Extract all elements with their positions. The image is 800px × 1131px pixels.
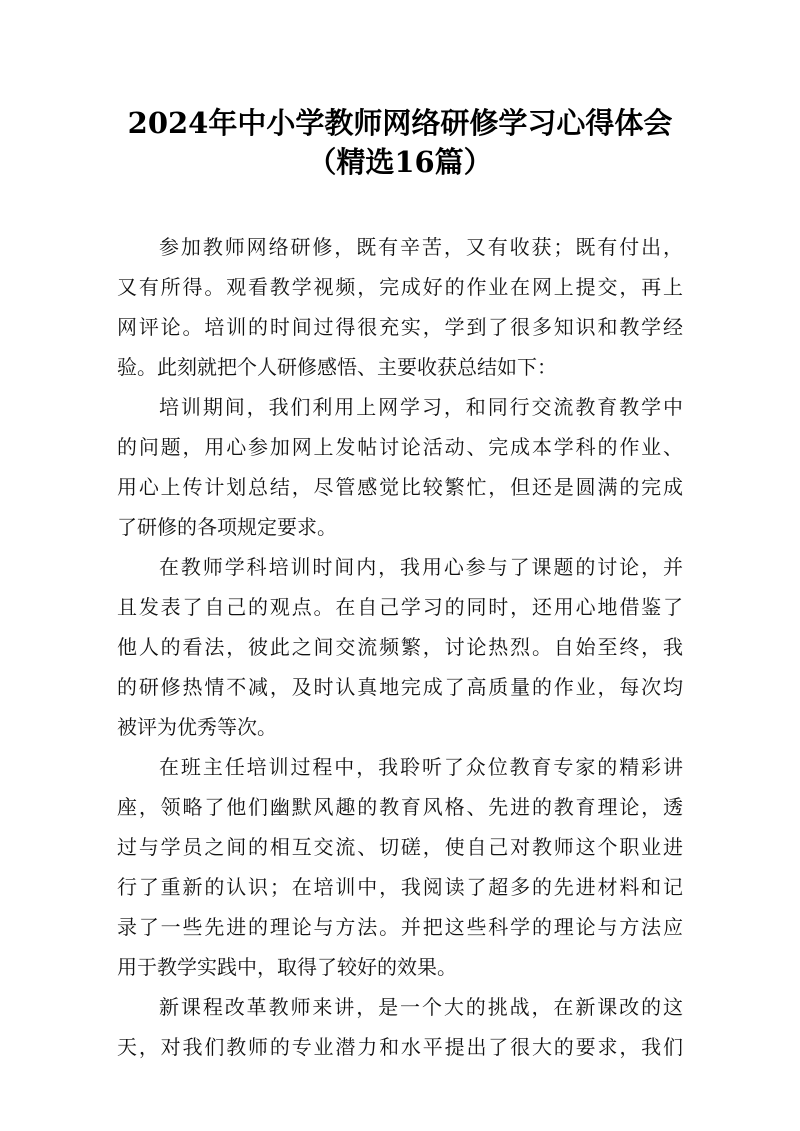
- document-body: [117, 227, 683, 1067]
- text-line: 的问题，用心参加网上发帖讨论活动、完成本学科的作业、: [117, 435, 683, 459]
- text-line: 了研修的各项规定要求。: [117, 515, 337, 539]
- text-line: 用于教学实践中，取得了较好的效果。: [117, 955, 457, 979]
- text-line: 过与学员之间的相互交流、切磋，使自己对教师这个职业进: [117, 835, 683, 859]
- paragraph: [117, 987, 683, 1067]
- text-line: 录了一些先进的理论与方法。并把这些科学的理论与方法应: [117, 915, 683, 939]
- text-line: 他人的看法，彼此之间交流频繁，讨论热烈。自始至终，我: [117, 635, 683, 659]
- text-line: 在班主任培训过程中，我聆听了众位教育专家的精彩讲: [159, 755, 683, 779]
- text-line: 验。此刻就把个人研修感悟、主要收获总结如下：: [117, 355, 557, 379]
- text-line: 且发表了自己的观点。在自己学习的同时，还用心地借鉴了: [117, 595, 683, 619]
- text-line: 参加教师网络研修，既有辛苦，又有收获；既有付出，: [159, 235, 683, 259]
- text-line: 新课程改革教师来讲，是一个大的挑战，在新课改的这: [159, 995, 683, 1019]
- text-line: 被评为优秀等次。: [117, 715, 277, 739]
- text-line: 网评论。培训的时间过得很充实，学到了很多知识和教学经: [117, 315, 683, 339]
- text-line: 天，对我们教师的专业潜力和水平提出了很大的要求，我们: [117, 1035, 683, 1059]
- text-line: 座，领略了他们幽默风趣的教育风格、先进的教育理论，透: [117, 795, 683, 819]
- text-line: 行了重新的认识；在培训中，我阅读了超多的先进材料和记: [117, 875, 683, 899]
- paragraph: [117, 387, 683, 547]
- text-line: 又有所得。观看教学视频，完成好的作业在网上提交，再上: [117, 275, 683, 299]
- text-line: 用心上传计划总结，尽管感觉比较繁忙，但还是圆满的完成: [117, 475, 683, 499]
- paragraph: [117, 547, 683, 747]
- paragraph: [117, 227, 683, 387]
- text-line: 在教师学科培训时间内，我用心参与了课题的讨论，并: [159, 555, 683, 579]
- document-subtitle: （精选16篇）: [307, 145, 493, 179]
- document-title: 2024年中小学教师网络研修学习心得体会: [127, 106, 673, 140]
- text-line: 培训期间，我们利用上网学习，和同行交流教育教学中: [159, 395, 683, 419]
- paragraph: [117, 747, 683, 987]
- text-line: 的研修热情不减，及时认真地完成了高质量的作业，每次均: [117, 675, 683, 699]
